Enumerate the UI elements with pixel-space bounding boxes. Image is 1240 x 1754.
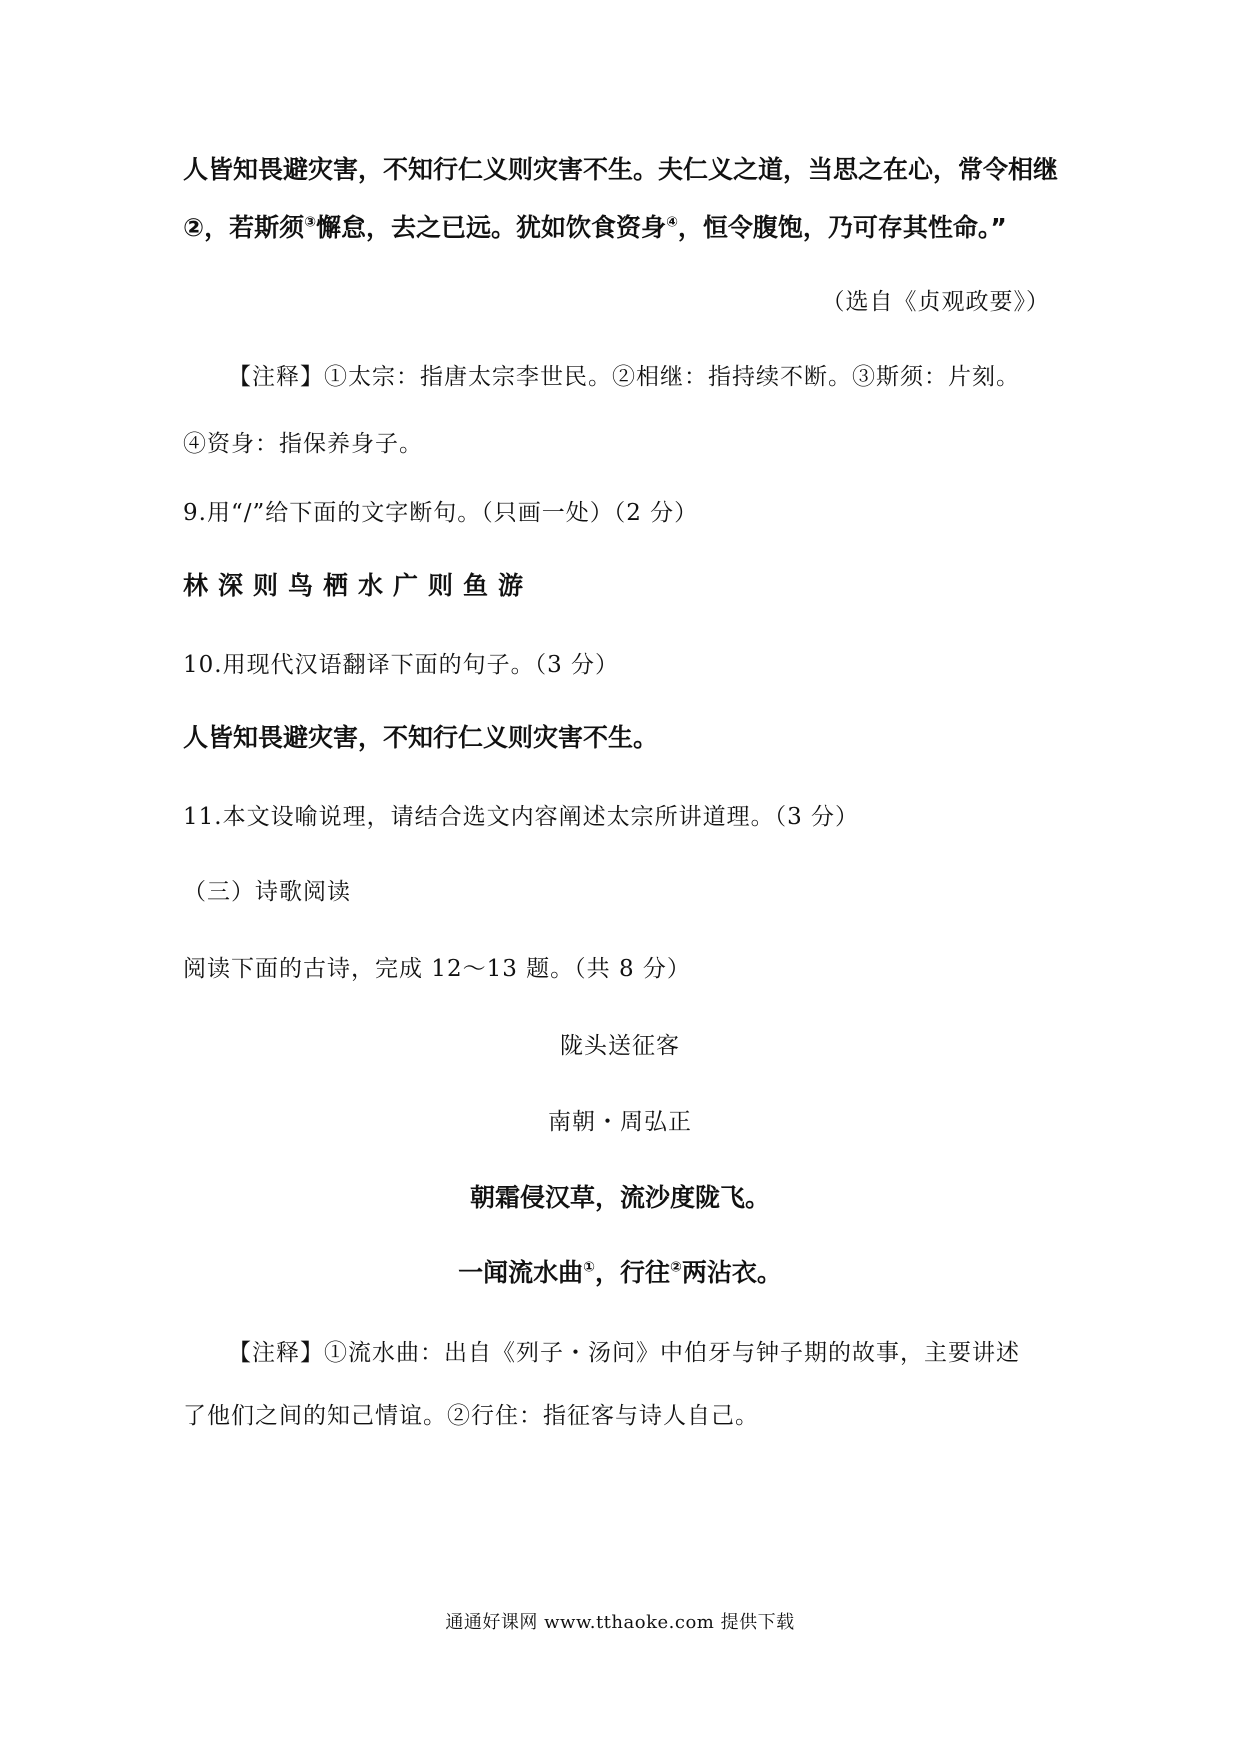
poem-notes-line-2: 了他们之间的知己情谊。②行住：指征客与诗人自己。 [183, 1403, 759, 1429]
note-marker-2: ② [183, 213, 205, 242]
question-11-prompt: 11.本文设喻说理，请结合选文内容阐述太宗所讲道理。（3 分） [183, 804, 860, 830]
section-3-instruction: 阅读下面的古诗，完成 12～13 题。（共 8 分） [183, 956, 691, 982]
poem-author: 南朝・周弘正 [548, 1109, 692, 1135]
passage-text: ，恒令腹饱，乃可存其性命。” [677, 213, 1007, 242]
note-marker-2: ② [670, 1259, 682, 1276]
section-3-heading: （三）诗歌阅读 [183, 879, 351, 905]
poem-line-2 [0, 1253, 1240, 1289]
notes-line-1: 【注释】①太宗：指唐太宗李世民。②相继：指持续不断。③斯须：片刻。 [228, 364, 1020, 390]
poem-line-1: 朝霜侵汉草，流沙度陇飞。 [469, 1183, 770, 1212]
poem-notes-line-1: 【注释】①流水曲：出自《列子・汤问》中伯牙与钟子期的故事，主要讲述 [228, 1340, 1020, 1366]
question-10-text: 人皆知畏避灾害，不知行仁义则灾害不生。 [183, 723, 659, 752]
question-9-text: 林深则鸟栖水广则鱼游 [183, 571, 534, 600]
note-marker-1: ① [583, 1259, 595, 1276]
passage-line-1: 人皆知畏避灾害，不知行仁义则灾害不生。夫仁义之道，当思之在心，常令相继 [183, 155, 1059, 184]
page-footer: 通通好课网 www.tthaoke.com 提供下载 [445, 1612, 795, 1633]
poem-text: 一闻流水曲 [458, 1258, 584, 1287]
note-marker-4: ④ [666, 214, 678, 231]
question-9-prompt: 9.用“/”给下面的文字断句。（只画一处）（2 分） [183, 500, 699, 526]
poem-text: ，行往 [594, 1258, 670, 1287]
passage-text: 懈怠，去之已远。犹如饮食资身 [316, 213, 667, 242]
question-10-prompt: 10.用现代汉语翻译下面的句子。（3 分） [183, 652, 620, 678]
passage-text: ，若斯须 [204, 213, 305, 242]
passage-source: （选自《贞观政要》） [821, 289, 1050, 315]
passage-line-2 [183, 208, 1007, 244]
poem-title: 陇头送征客 [560, 1033, 680, 1059]
notes-line-2: ④资身：指保养身子。 [183, 431, 423, 457]
poem-text: 两沾衣。 [681, 1258, 782, 1287]
note-marker-3: ③ [304, 214, 317, 231]
